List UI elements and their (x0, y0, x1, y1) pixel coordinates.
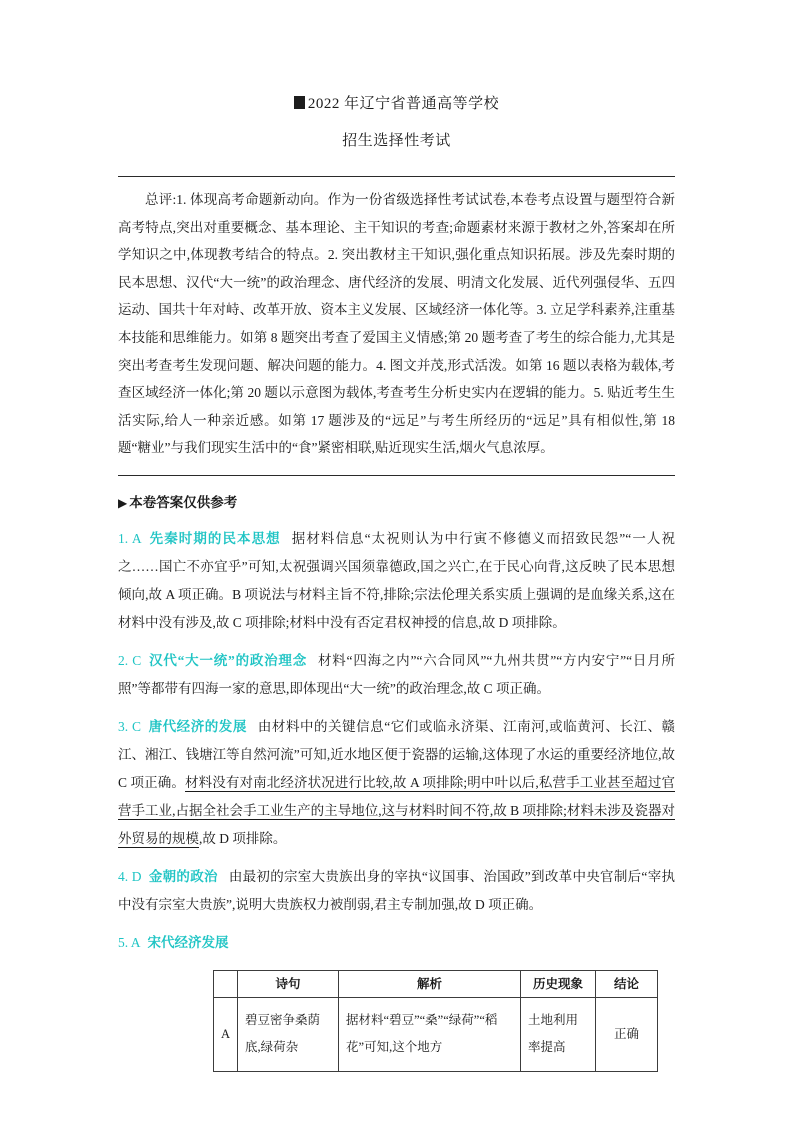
overall-comment-paragraph: 总评:1. 体现高考命题新动向。作为一份省级选择性考试试卷,本卷考点设置与题型符合新高考特点,突出对重要概念、基本理论、主干知识的考查;命题素材来源于教材之外,答案却在所学知识之中,体现教考结合的特点。2. 突出教材主干知识,强化重点知识拓展。涉及先秦时期的民本思想、汉代“大一统”的政治理念、唐代经济的发展、明清文化发展、近代列强侵华、五四运动、国共十年对峙、改革开放、资本主义发展、区域经济一体化等。3. 立足学科素养,注重基本技能和思维能力。如第 8 题突出考查了爱国主义情感;第 20 题考查了考生的综合能力,尤其是突出考查考生发现问题、解决问题的能力。4. 图文并茂,形式活泼。如第 16 题以表格为载体,考查区域经济一体化;第 20 题以示意图为载体,考查考生分析史实内在逻辑的能力。5. 贴近考生生活实际,给人一种亲近感。如第 17 题涉及的“远足”与考生所经历的“远足”具有相似性,第 18 题“糖业”与我们现实生活中的“食”紧密相联,贴近现实生活,烟火气息浓厚。 (118, 192, 675, 456)
divider-top (118, 176, 675, 177)
answer-number: 1. A (118, 530, 142, 546)
table-header-cell: 结论 (596, 970, 658, 997)
answer-topic: 金朝的政治 (148, 868, 218, 884)
table-header-cell (214, 970, 238, 997)
answers-list (118, 525, 675, 957)
table-header-cell: 诗句 (238, 970, 339, 997)
table-row (214, 997, 658, 1071)
answer-topic: 唐代经济的发展 (148, 718, 247, 734)
analysis-table-head-row (214, 970, 658, 997)
answer-number: 4. D (118, 868, 142, 884)
answer-item (118, 647, 675, 703)
document-title-line2: 招生选择性考试 (342, 133, 451, 149)
answer-body-text: 由最初的宗室大贵族出身的宰执“议国事、治国政”到改革中央官制后“宰执中没有宗室大贵族”,说明大贵族权力被削弱,君主专制加强,故 D 项正确。 (118, 868, 675, 912)
title-text-line1: 2022 年辽宁省普通高等学校 (307, 96, 500, 112)
answer-number: 3. C (118, 718, 142, 734)
answer-body (118, 719, 675, 846)
table-cell: 据材料“碧豆”“桑”“绿荷”“稻花”可知,这个地方 (339, 997, 521, 1071)
document-header (118, 92, 675, 153)
answer-number: 2. C (118, 652, 142, 668)
analysis-table-body (214, 997, 658, 1071)
answer-item (118, 929, 675, 957)
answer-item (118, 863, 675, 919)
document-title-line1 (118, 92, 675, 116)
table-cell: 碧豆密争桑荫底,绿荷杂 (238, 997, 339, 1071)
analysis-table (213, 970, 658, 1072)
answer-topic: 汉代“大一统”的政治理念 (148, 652, 307, 668)
answer-item (118, 525, 675, 637)
answer-number: 5. A (118, 934, 141, 950)
table-header-cell: 历史现象 (521, 970, 596, 997)
answer-body-text: 由材料中的关键信息“它们或临永济渠、江南河,或临黄河、长江、赣江、湘江、钱塘江等自然河流”可知,近水地区便于瓷器的运输,这体现了水运的重要经济地位,故 C 项正确。 (118, 718, 675, 790)
answer-body-text: ,故 D 项排除。 (199, 830, 287, 846)
answer-body-text: 材料“四海之内”“六合同风”“九州共贯”“方内安宁”“日月所照”等都带有四海一家的意思,即体现出“大一统”的政治理念,故 C 项正确。 (118, 652, 675, 696)
divider-bottom (118, 475, 675, 476)
answer-body-underlined: 材料没有对南北经济状况进行比较,故 A 项排除;明中叶以后,私营手工业甚至超过官营手工业,占据全社会手工业生产的主导地位,这与材料时间不符,故 B 项排除;材料未涉及瓷器对外贸易的规模 (118, 774, 675, 846)
table-cell: 土地利用率提高 (521, 997, 596, 1071)
answer-item (118, 713, 675, 853)
answer-body-text: 据材料信息“太祝则认为中行寅不修德义而招致民怨”“一人祝之……国亡不亦宜乎”可知,太祝强调兴国须靠德政,国之兴亡,在于民心向背,这反映了民本思想倾向,故 A 项正确。B 项说法与材料主旨不符,排除;宗法伦理关系实质上强调的是血缘关系,这在材料中没有涉及,故 C 项排除;材料中没有否定君权神授的信息,故 D 项排除。 (118, 530, 675, 630)
answers-header-text: 本卷答案仅供参考 (129, 494, 238, 510)
square-bullet-icon (294, 96, 305, 109)
answers-section-header (118, 491, 675, 515)
triangle-marker-icon: ▶ (118, 495, 128, 510)
table-cell: A (214, 997, 238, 1071)
table-cell: 正确 (596, 997, 658, 1071)
answer-topic: 宋代经济发展 (147, 934, 229, 950)
table-header-cell: 解析 (339, 970, 521, 997)
answer-topic: 先秦时期的民本思想 (148, 530, 281, 546)
